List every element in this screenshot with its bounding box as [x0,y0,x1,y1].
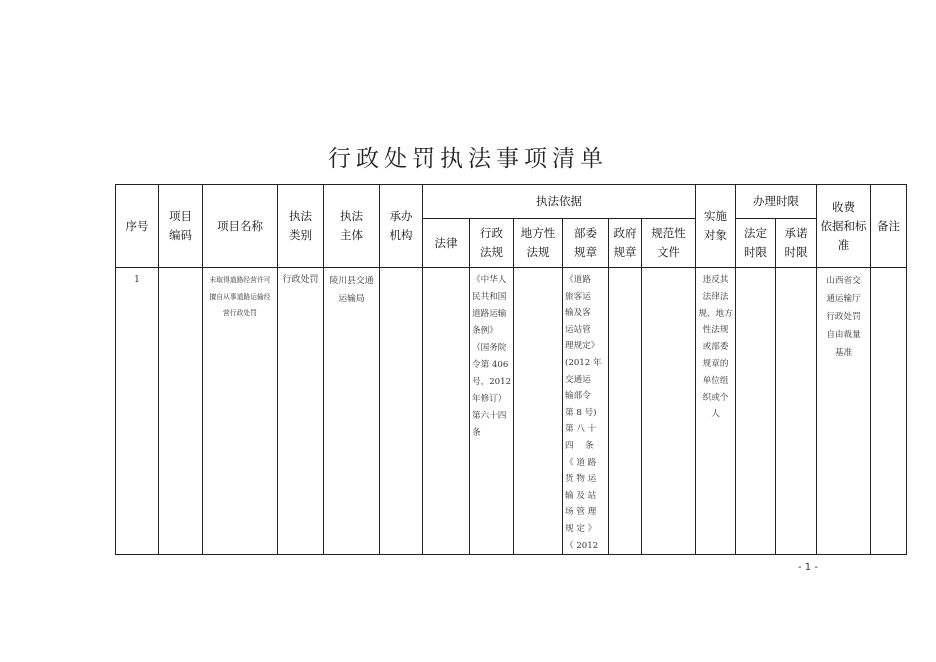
header-row-top [116,185,907,219]
cell-basis-dept-rule: 《道路 旅客运 输及客 运站管 理规定》 (2012 年 交通运 输部令 第 8 号) 第 八 十 四 条 《 道 路 货 物 运 输 及 站 场 管 理 规 定 》 （ 2012 [563,268,609,555]
header-deadline-promised: 承诺 时限 [776,219,817,268]
header-deadline-legal: 法定 时限 [736,219,776,268]
cell-basis-normative [642,268,696,555]
cell-basis-gov-rule [609,268,642,555]
table-row [116,268,907,555]
cell-basis-admin-reg: 《中华人 民共和国 道路运输 条例》 （国务院 令第 406 号，2012 年修订） 第六十四 条 [470,268,514,555]
document-title: 行政处罚执法事项清单 [328,146,608,172]
enforcement-items-table [115,184,907,555]
header-subject: 执法 主体 [324,185,380,268]
cell-deadline-promised [776,268,817,555]
cell-basis-law [423,268,470,555]
header-code: 项目 编码 [159,185,203,268]
header-basis-gov-rule: 政府 规章 [609,219,642,268]
cell-code [159,268,203,555]
header-seq: 序号 [116,185,159,268]
cell-deadline-legal [736,268,776,555]
header-target: 实施 对象 [696,185,736,268]
cell-category: 行政处罚 [278,268,324,555]
header-basis-local-reg: 地方性 法规 [514,219,563,268]
cell-target: 违反其 法律法 规、地方 性法规 或部委 规章的 单位组 织或个 人 [696,268,736,555]
header-basis-law: 法律 [423,219,470,268]
cell-remarks [871,268,907,555]
header-name: 项目名称 [203,185,278,268]
header-category: 执法 类别 [278,185,324,268]
page-number: - 1 - [798,562,818,573]
cell-agency [380,268,423,555]
cell-subject: 陵川县交通 运输局 [324,268,380,555]
header-agency: 承办 机构 [380,185,423,268]
cell-basis-local-reg [514,268,563,555]
cell-fee: 山西省交 通运输厅 行政处罚 自由裁量 基准 [817,268,871,555]
header-basis-dept-rule: 部委 规章 [563,219,609,268]
header-basis-normative: 规范性 文件 [642,219,696,268]
header-basis: 执法依据 [423,185,696,219]
header-fee: 收费 依据和标 准 [817,185,871,268]
cell-seq: 1 [116,268,159,555]
header-basis-admin-reg: 行政 法规 [470,219,514,268]
header-remarks: 备注 [871,185,907,268]
cell-name: 未取得道路经营许可 擅自从事道路运输经 营行政处罚 [203,268,278,555]
header-deadline: 办理时限 [736,185,817,219]
